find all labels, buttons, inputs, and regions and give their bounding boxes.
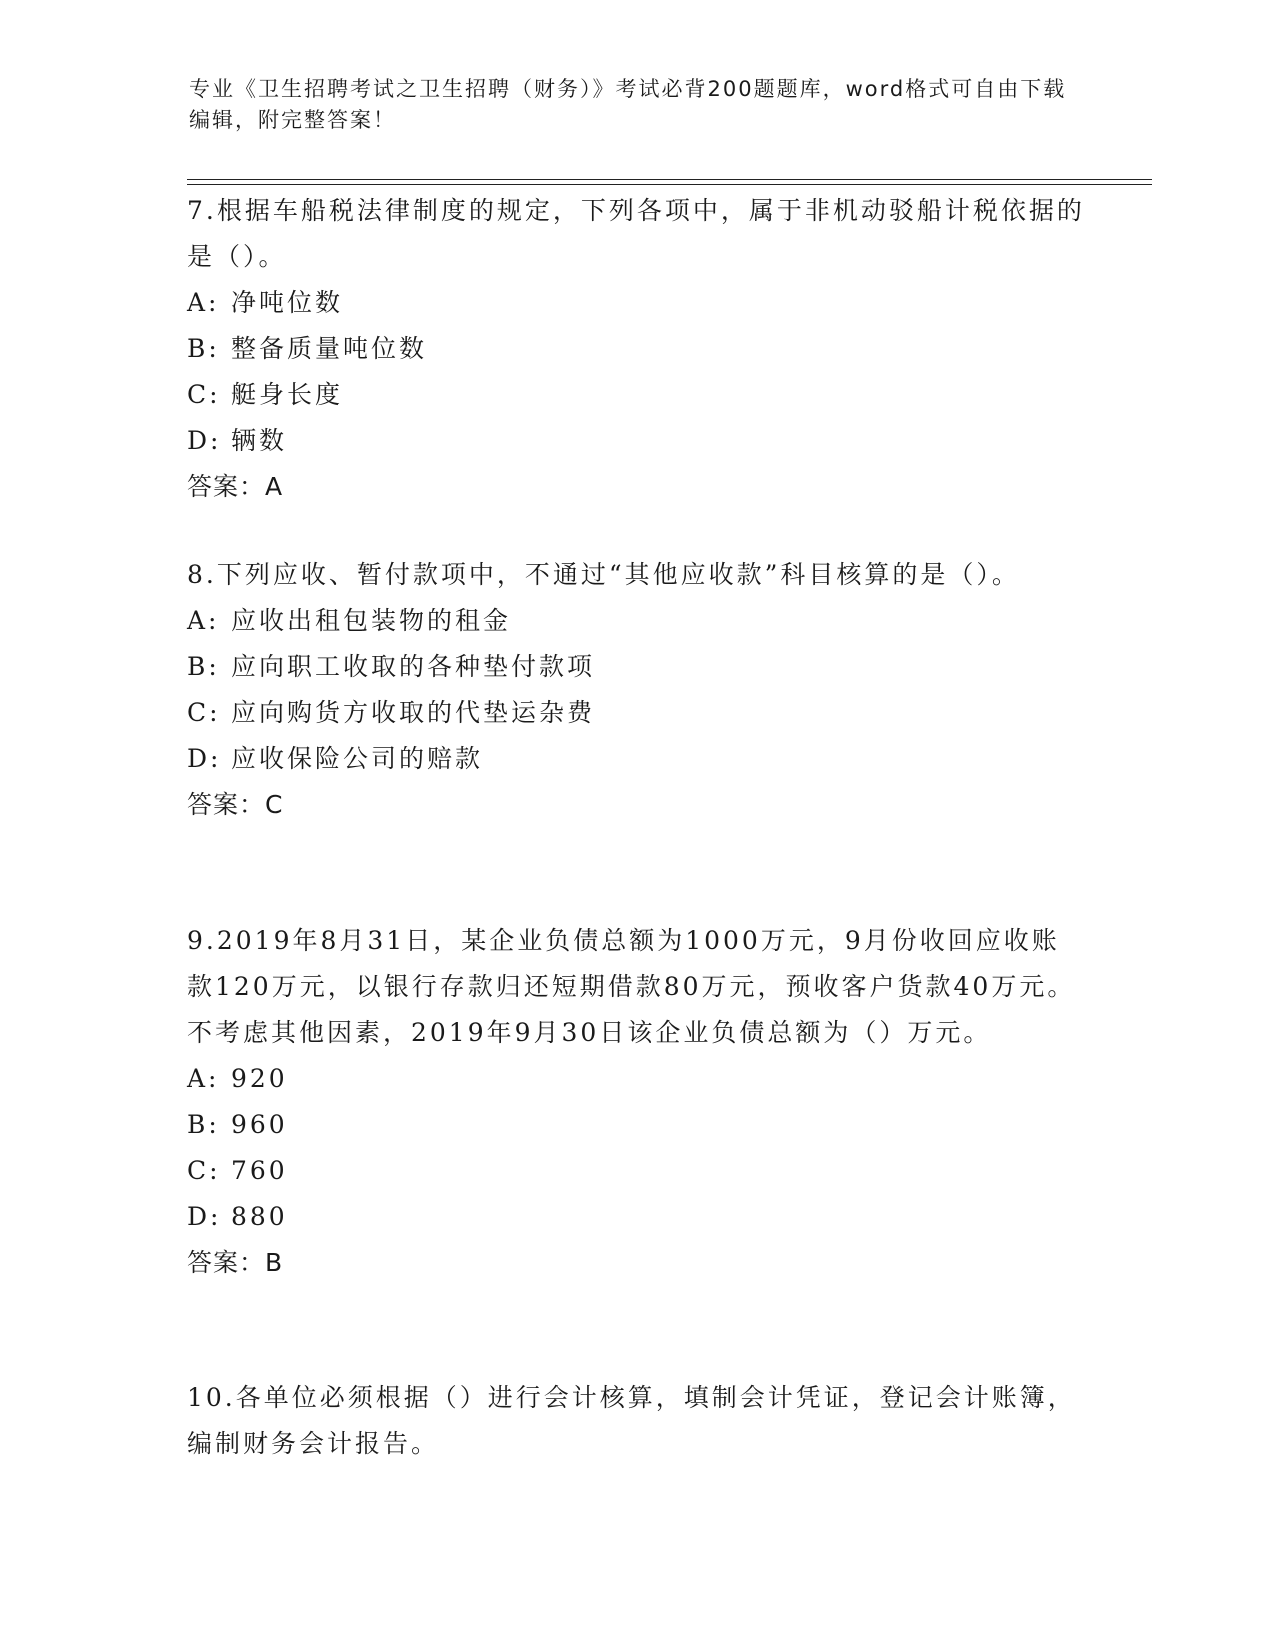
question-8: [187, 552, 1087, 828]
option-text: 辆数: [231, 426, 288, 455]
option-key: D:: [187, 1202, 222, 1231]
option-key: D:: [187, 744, 222, 773]
option-key: B:: [187, 652, 220, 681]
option-text: 920: [231, 1064, 288, 1093]
question-stem: 10.各单位必须根据（）进行会计核算，填制会计凭证，登记会计账簿，编制财务会计报告。: [187, 1383, 1076, 1458]
option-text: 净吨位数: [231, 288, 344, 317]
option-key: C:: [187, 698, 221, 727]
option-text: 880: [231, 1202, 288, 1231]
option-text: 760: [231, 1156, 288, 1185]
option-d: [187, 418, 1087, 464]
option-key: C:: [187, 1156, 221, 1185]
question-7: [187, 188, 1087, 510]
question-10: [187, 1375, 1087, 1467]
option-key: A:: [187, 1064, 220, 1093]
option-key: D:: [187, 426, 222, 455]
option-c: [187, 372, 1087, 418]
option-d: [187, 736, 1087, 782]
option-key: C:: [187, 380, 221, 409]
option-c: [187, 1148, 1087, 1194]
option-c: [187, 690, 1087, 736]
answer-line: 答案：A: [187, 472, 284, 501]
option-key: A:: [187, 288, 220, 317]
answer-line: 答案：C: [187, 790, 284, 819]
option-a: [187, 1056, 1087, 1102]
document-header: 专业《卫生招聘考试之卫生招聘（财务）》考试必背200题题库，word格式可自由下载编辑，附完整答案！: [189, 77, 1067, 132]
option-text: 应收保险公司的赔款: [231, 744, 484, 773]
header-divider-bottom: [187, 184, 1152, 185]
header-divider-top: [187, 179, 1152, 180]
option-text: 整备质量吨位数: [231, 334, 428, 363]
option-text: 应向购货方收取的代垫运杂费: [231, 698, 596, 727]
option-text: 应收出租包装物的租金: [231, 606, 512, 635]
option-b: [187, 644, 1087, 690]
option-text: 应向职工收取的各种垫付款项: [231, 652, 596, 681]
question-stem: 7.根据车船税法律制度的规定，下列各项中，属于非机动驳船计税依据的是（）。: [187, 196, 1085, 271]
option-d: [187, 1194, 1087, 1240]
question-stem: 8.下列应收、暂付款项中，不通过“其他应收款”科目核算的是（）。: [187, 560, 1020, 589]
question-9: [187, 918, 1087, 1286]
option-key: B:: [187, 334, 220, 363]
option-text: 艇身长度: [231, 380, 344, 409]
question-stem: 9.2019年8月31日，某企业负债总额为1000万元，9月份收回应收账款120万元，以银行存款归还短期借款80万元，预收客户货款40万元。不考虑其他因素，2019年9月30日该企业负债总额为（）万元。: [187, 926, 1076, 1047]
option-a: [187, 280, 1087, 326]
option-key: A:: [187, 606, 220, 635]
option-b: [187, 1102, 1087, 1148]
option-a: [187, 598, 1087, 644]
answer-line: 答案：B: [187, 1248, 284, 1277]
option-text: 960: [231, 1110, 288, 1139]
option-key: B:: [187, 1110, 220, 1139]
option-b: [187, 326, 1087, 372]
